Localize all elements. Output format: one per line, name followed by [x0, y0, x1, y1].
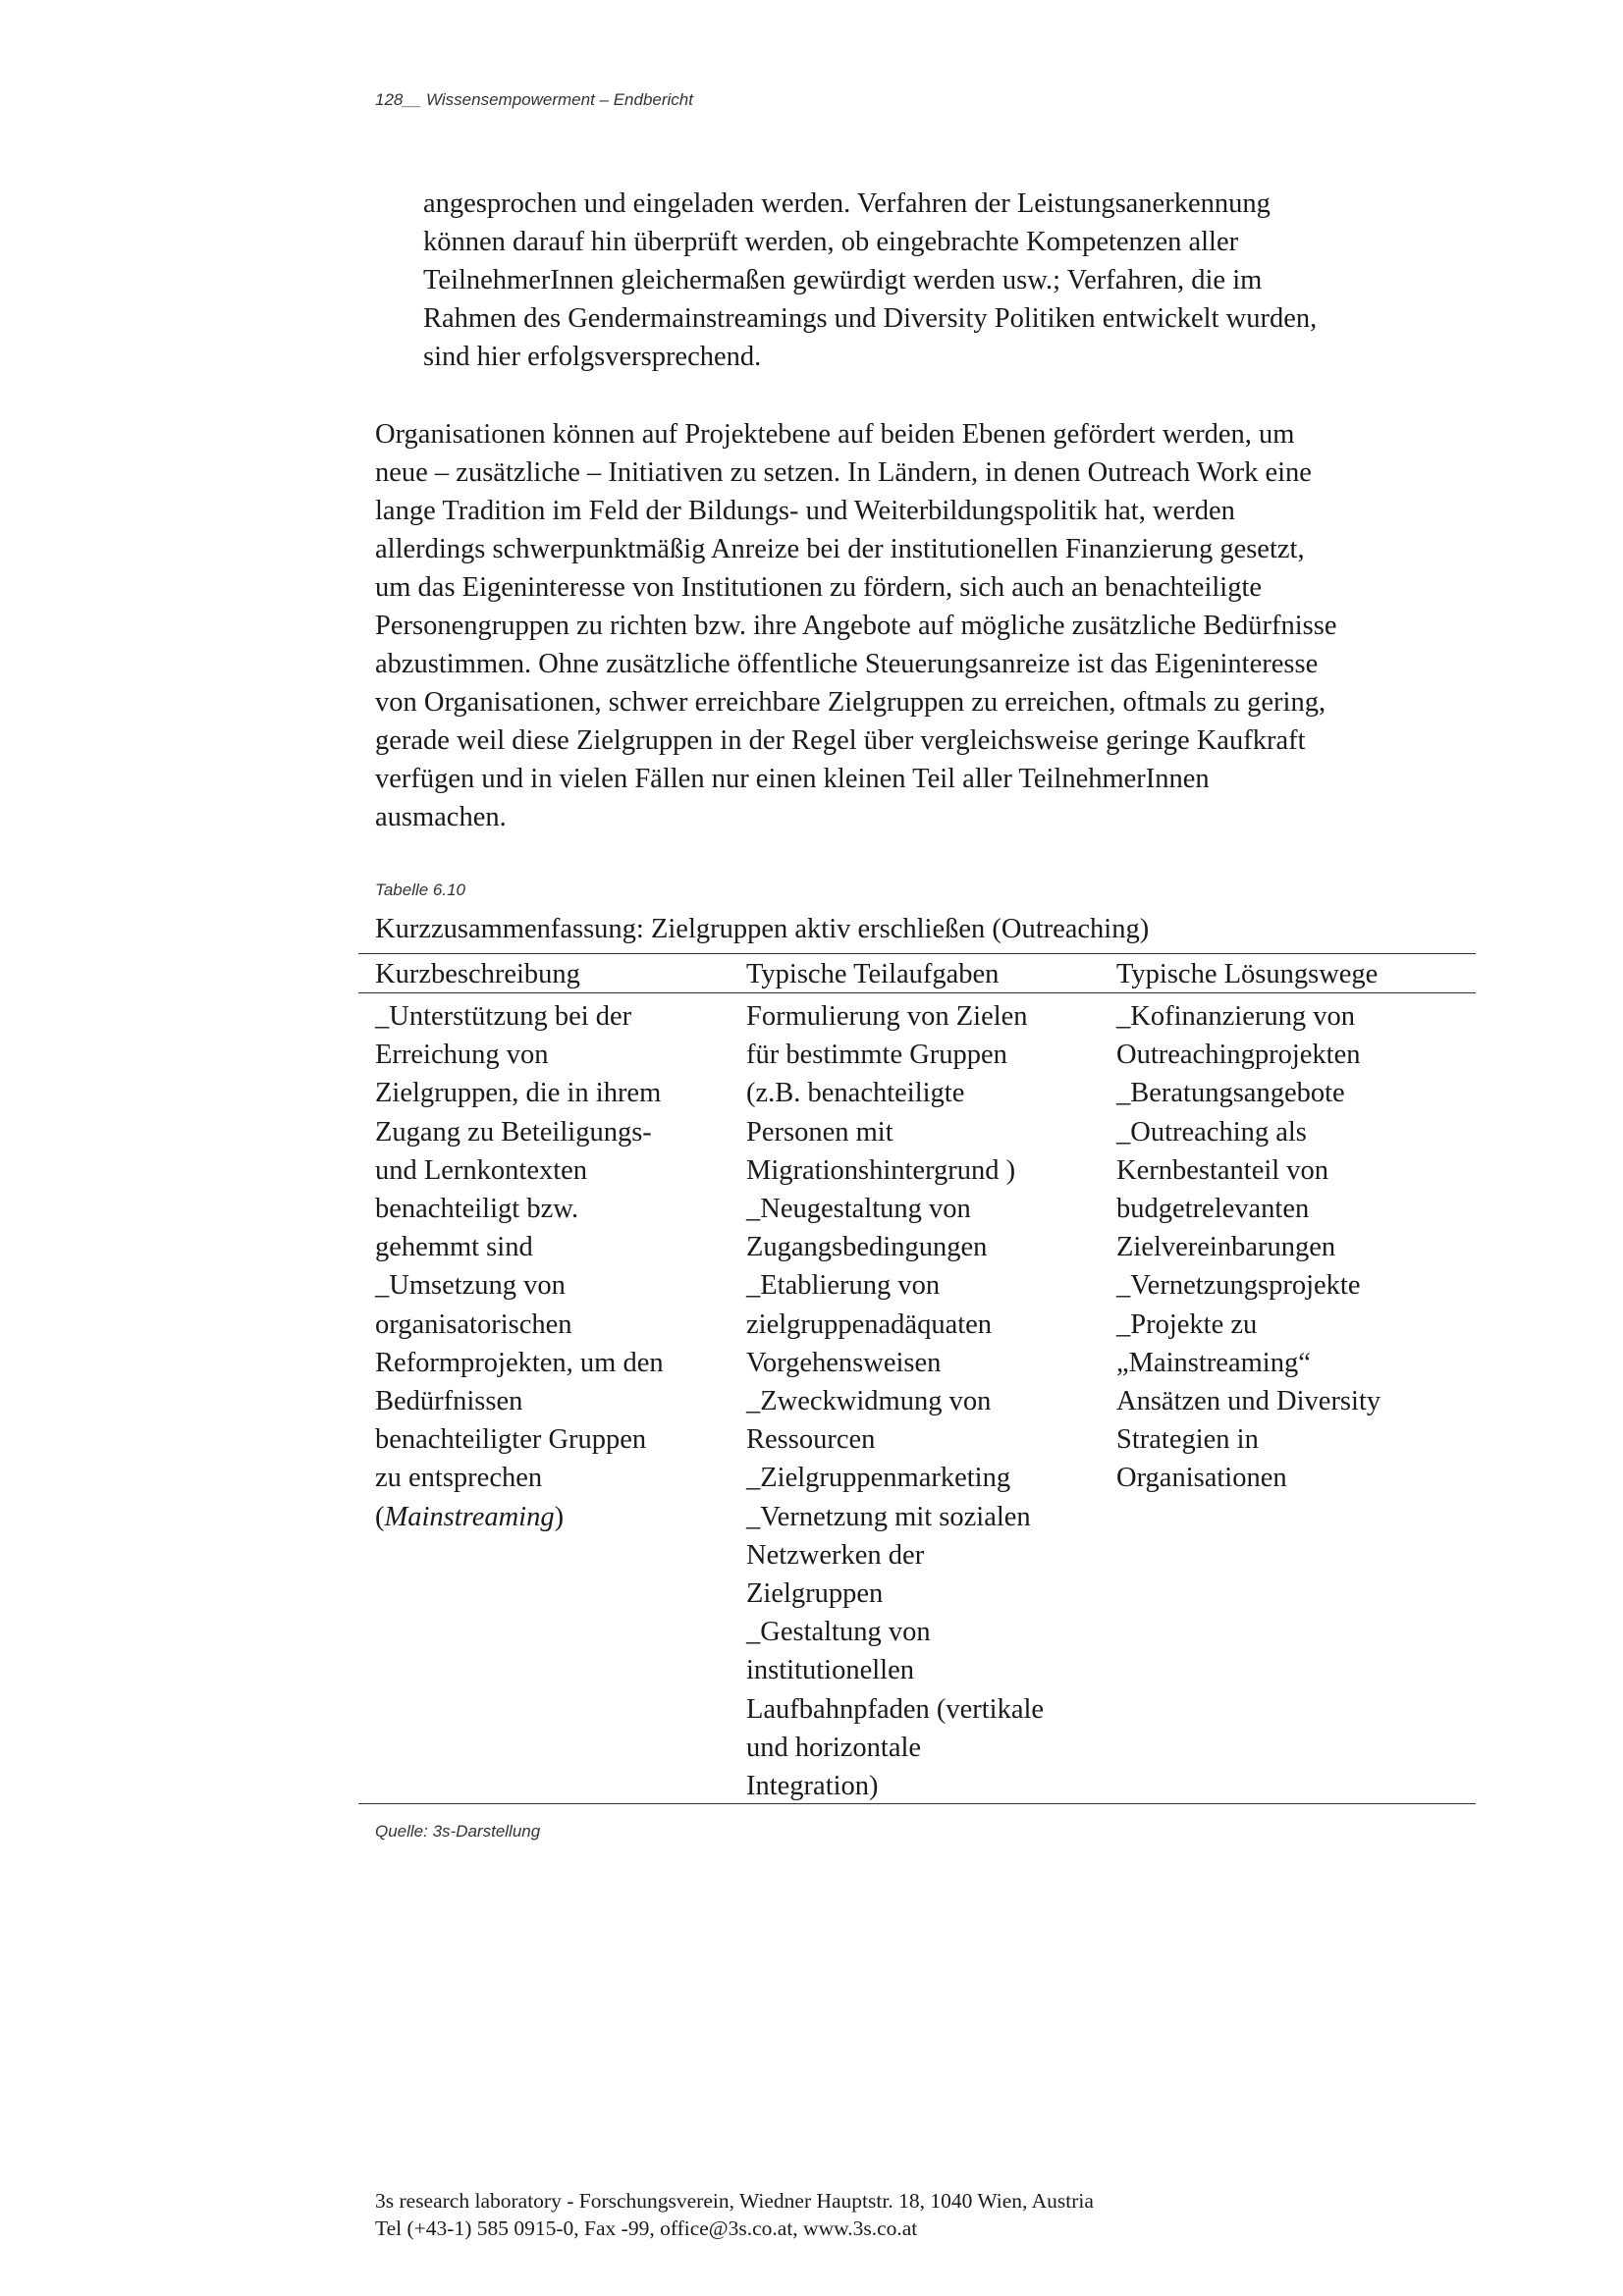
table-cell-line: Formulierung von Zielen [746, 1001, 1028, 1032]
table-cell-line: (z.B. benachteiligte [746, 1078, 965, 1109]
table-cell-line: budgetrelevanten [1116, 1194, 1310, 1225]
paragraph-line: gerade weil diese Zielgruppen in der Regel über vergleichsweise geringe Kaufkraft [375, 725, 1306, 756]
table-cell-line: „Mainstreaming“ [1116, 1347, 1311, 1378]
table-cell-line: benachteiligter Gruppen [375, 1424, 647, 1456]
table-cell-line: Bedürfnissen [375, 1386, 523, 1417]
table-cell-line: _Kofinanzierung von [1116, 1001, 1355, 1032]
table-header-kurzbeschreibung: Kurzbeschreibung [375, 959, 580, 989]
table-cell-line: Zugangsbedingungen [746, 1232, 988, 1263]
table-cell-line: _Zweckwidmung von [746, 1386, 992, 1417]
paragraph-line: sind hier erfolgsversprechend. [423, 342, 762, 372]
paragraph-line: lange Tradition im Feld der Bildungs- und Weiterbildungspolitik hat, werden [375, 496, 1235, 526]
paren-close: ) [554, 1501, 565, 1532]
table-cell-line: _Vernetzungsprojekte [1116, 1270, 1361, 1302]
table-title: Kurzzusammenfassung: Zielgruppen aktiv erschließen (Outreaching) [375, 914, 1150, 944]
table-cell-line: _Etablierung von [746, 1270, 941, 1302]
table-cell-line: Zielgruppen [746, 1578, 884, 1610]
table-cell-line: _Beratungsangebote [1116, 1078, 1345, 1109]
table-cell-line: _Umsetzung von [375, 1270, 566, 1302]
paragraph-line: um das Eigeninteresse von Institutionen zu fördern, sich auch an benachteiligte [375, 572, 1263, 603]
table-cell-line: Outreachingprojekten [1116, 1040, 1361, 1071]
mainstreaming-term: Mainstreaming [384, 1501, 555, 1532]
paragraph-line: von Organisationen, schwer erreichbare Zielgruppen zu erreichen, oftmals zu gering, [375, 687, 1326, 718]
table-cell-line: _Unterstützung bei der [375, 1001, 632, 1032]
table-cell-line: benachteiligt bzw. [375, 1194, 579, 1225]
paragraph-line: können darauf hin überprüft werden, ob eingebrachte Kompetenzen aller [423, 227, 1239, 257]
paren-open: ( [375, 1501, 385, 1532]
paragraph-line: Personengruppen zu richten bzw. ihre Angebote auf mögliche zusätzliche Bedürfnisse [375, 611, 1337, 641]
paragraph-line: neue – zusätzliche – Initiativen zu setzen. In Ländern, in denen Outreach Work eine [375, 457, 1312, 488]
table-cell-line: Zugang zu Beteiligungs- [375, 1116, 652, 1148]
footer-contact: Tel (+43-1) 585 0915-0, Fax -99, office@3s.co.at, www.3s.co.at [375, 2216, 918, 2240]
body-paragraph-1 [423, 185, 1484, 376]
table-cell-line: und Lernkontexten [375, 1154, 588, 1186]
paragraph-line: verfügen und in vielen Fällen nur einen kleinen Teil aller TeilnehmerInnen [375, 764, 1210, 794]
table-cell-line: Reformprojekten, um den [375, 1347, 664, 1378]
running-header: 128__ Wissensempowerment – Endbericht [375, 90, 693, 109]
table-cell-line: _Gestaltung von [746, 1617, 931, 1648]
table-cell-line: organisatorischen [375, 1308, 572, 1340]
table-source: Quelle: 3s-Darstellung [375, 1822, 541, 1841]
table-cell-line: _Vernetzung mit sozialen [746, 1501, 1031, 1532]
table-cell-line: Strategien in [1116, 1424, 1259, 1456]
footer-address: 3s research laboratory - Forschungsverein, Wiedner Hauptstr. 18, 1040 Wien, Austria [375, 2189, 1094, 2213]
paragraph-line: ausmachen. [375, 802, 507, 832]
table-header-rule [358, 992, 1476, 993]
table-column-teilaufgaben [746, 997, 1044, 1805]
paragraph-line: allerdings schwerpunktmäßig Anreize bei der institutionellen Finanzierung gesetzt, [375, 534, 1305, 564]
table-cell-line: Migrationshintergrund ) [746, 1154, 1016, 1186]
body-paragraph-2 [375, 415, 1485, 836]
table-cell-line: Erreichung von [375, 1040, 549, 1071]
table-cell-line: Personen mit [746, 1116, 893, 1148]
table-cell-line: Kernbestanteil von [1116, 1154, 1329, 1186]
paragraph-line: TeilnehmerInnen gleichermaßen gewürdigt werden usw.; Verfahren, die im [423, 265, 1263, 295]
table-cell-line: Integration) [746, 1771, 879, 1802]
table-column-loesungswege [1116, 997, 1380, 1498]
table-cell-line: _Neugestaltung von [746, 1194, 971, 1225]
table-header-loesungswege: Typische Lösungswege [1116, 959, 1379, 989]
table-number: Tabelle 6.10 [375, 881, 466, 899]
table-cell-line: _Zielgruppenmarketing [746, 1463, 1011, 1494]
table-cell-line: zielgruppenadäquaten [746, 1308, 993, 1340]
table-cell-line: und horizontale [746, 1732, 922, 1763]
page-footer [375, 2187, 1094, 2242]
table-top-rule [358, 953, 1476, 954]
paragraph-line: abzustimmen. Ohne zusätzliche öffentliche Steuerungsanreize ist das Eigeninteresse [375, 649, 1319, 679]
paragraph-line: Organisationen können auf Projektebene auf beiden Ebenen gefördert werden, um [375, 419, 1295, 450]
table-column-kurzbeschreibung [375, 997, 664, 1536]
table-cell-line: Laufbahnpfaden (vertikale [746, 1693, 1045, 1725]
table-cell-line: Netzwerken der [746, 1539, 925, 1571]
table-cell-line: gehemmt sind [375, 1232, 533, 1263]
paragraph-line: Rahmen des Gendermainstreamings und Diversity Politiken entwickelt wurden, [423, 303, 1318, 334]
table-cell-line-mainstreaming [375, 1498, 664, 1536]
table-cell-line: Zielgruppen, die in ihrem [375, 1078, 662, 1109]
table-cell-line: zu entsprechen [375, 1463, 543, 1494]
table-cell-line: Ressourcen [746, 1424, 876, 1456]
table-cell-line: _Outreaching als [1116, 1116, 1307, 1148]
table-cell-line: Organisationen [1116, 1463, 1287, 1494]
table-cell-line: _Projekte zu [1116, 1308, 1258, 1340]
paragraph-line: angesprochen und eingeladen werden. Verfahren der Leistungsanerkennung [423, 188, 1271, 219]
table-cell-line: Vorgehensweisen [746, 1347, 942, 1378]
table-cell-line: Zielvereinbarungen [1116, 1232, 1336, 1263]
table-bottom-rule [358, 1803, 1476, 1804]
table-cell-line: für bestimmte Gruppen [746, 1040, 1007, 1071]
table-header-teilaufgaben: Typische Teilaufgaben [746, 959, 1000, 989]
table-cell-line: Ansätzen und Diversity [1116, 1386, 1381, 1417]
table-cell-line: institutionellen [746, 1655, 914, 1686]
